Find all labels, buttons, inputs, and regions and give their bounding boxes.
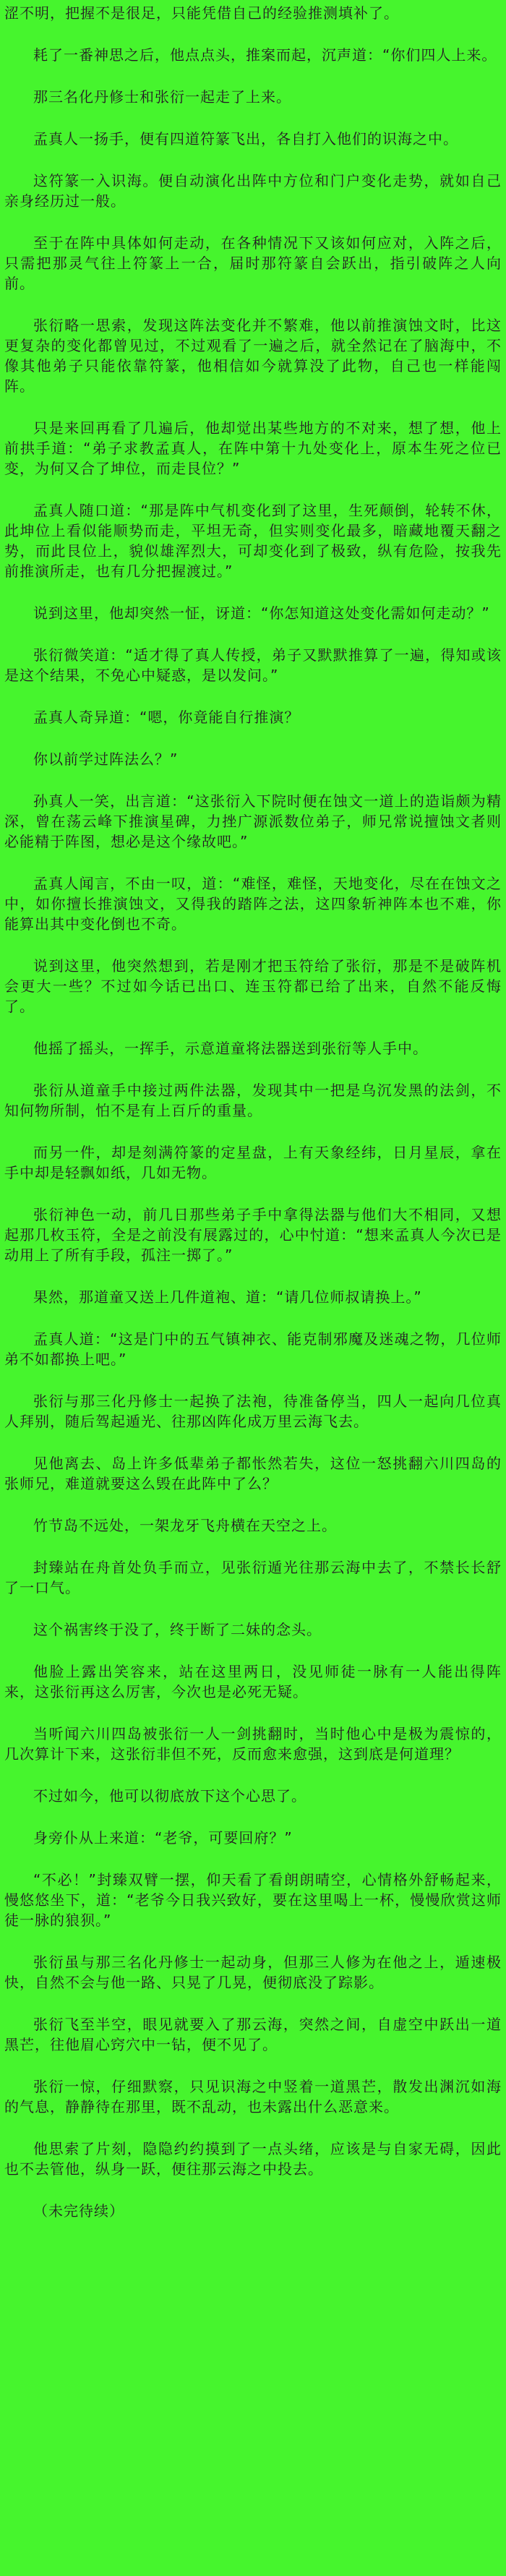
paragraph: 孟真人道：“这是门中的五气镇神衣、能克制邪魔及迷魂之物，几位师弟不如都换上吧。”	[4, 1330, 502, 1368]
paragraph: 竹节岛不远处，一架龙牙飞舟横在天空之上。	[33, 1517, 337, 1534]
paragraph: 只是来回再看了几遍后，他却觉出某些地方的不对来，想了想，他上前拱手道：“弟子求教孟真人，在阵中第十九处变化上，原本生死之位已变，为何又合了坤位，而走艮位？”	[4, 419, 502, 477]
paragraph: 说到这里，他突然想到，若是刚才把玉符给了张衍，那是不是破阵机会更大一些？不过如今话已出口、连玉符都已给了出来，自然不能反悔了。	[4, 957, 502, 1015]
paragraph: 张衍略一思索，发现这阵法变化并不繁难，他以前推演蚀文时，比这更复杂的变化都曾见过，不过观看了一遍之后，就全然记在了脑海中，不像其他弟子只能依靠符篆，他相信如今就算没了此物，自己也一样能闯阵。	[4, 317, 502, 395]
paragraph: 张衍虽与那三名化丹修士一起动身，但那三人修为在他之上，遁速极快，自然不会与他一路、只晃了几晃，便彻底没了踪影。	[4, 1954, 502, 1991]
paragraph: 孟真人奇异道：“嗯，你竟能自行推演？	[33, 709, 300, 726]
paragraph: 身旁仆从上来道：“老爷，可要回府？”	[33, 1829, 293, 1847]
paragraph: 而另一件，却是刻满符篆的定星盘，上有天象经纬，日月星辰，拿在手中却是轻飘如纸，几如无物。	[4, 1144, 502, 1181]
paragraph: 孟真人一扬手，便有四道符篆飞出，各自打入他们的识海之中。	[33, 130, 458, 147]
paragraph: “不必！”封臻双臂一摆，仰天看了看朗朗晴空，心情格外舒畅起来，慢悠悠坐下，道：“老爷今日我兴致好，要在这里喝上一杯，慢慢欣赏这师徒一脉的狼狈。”	[4, 1871, 502, 1929]
to-be-continued-note: （未完待续）	[33, 2202, 124, 2220]
paragraph: 耗了一番神思之后，他点点头，推案而起，沉声道：“你们四人上来。	[33, 46, 497, 64]
paragraph: 孙真人一笑，出言道：“这张衍入下院时便在蚀文一道上的造诣颇为精深，曾在荡云峰下推演星碑，力挫广源派数位弟子，师兄常说擅蚀文者则必能精于阵图，想必是这个缘故吧。”	[4, 792, 502, 850]
paragraph: 说到这里，他却突然一怔，讶道：“你怎知道这处变化需如何走动？”	[33, 604, 490, 622]
paragraph: 至于在阵中具体如何走动，在各种情况下又该如何应对，入阵之后，只需把那灵气往上符篆上一合，届时那符篆自会跃出，指引破阵之人向前。	[4, 234, 502, 292]
paragraph: 张衍飞至半空，眼见就要入了那云海，突然之间，自虚空中跃出一道黑芒，往他眉心窍穴中一钻，便不见了。	[4, 2016, 502, 2053]
paragraph: 涩不明，把握不是很足，只能凭借自己的经验推测填补了。	[4, 4, 399, 22]
paragraph: 孟真人闻言，不由一叹，道：“难怪，难怪，天地变化，尽在在蚀文之中，如你擅长推演蚀文，又得我的踏阵之法，这四象斩神阵本也不难，你能算出其中变化倒也不奇。	[4, 875, 502, 933]
novel-text	[4, 3, 502, 2221]
paragraph: 当听闻六川四岛被张衍一人一剑挑翻时，当时他心中是极为震惊的，几次算计下来，这张衍非但不死，反而愈来愈强，这到底是何道理？	[4, 1725, 502, 1763]
paragraph: 你以前学过阵法么？”	[33, 750, 179, 768]
paragraph: 那三名化丹修士和张衍一起走了上来。	[33, 88, 291, 106]
paragraph: 封臻站在舟首处负手而立，见张衍遁光往那云海中去了，不禁长长舒了一口气。	[4, 1559, 502, 1596]
paragraph: 他脸上露出笑容来，站在这里两日，没见师徒一脉有一人能出得阵来，这张衍再这么厉害，今次也是必死无疑。	[4, 1663, 502, 1700]
paragraph: 张衍从道童手中接过两件法器，发现其中一把是乌沉发黑的法剑，不知何物所制，怕不是有上百斤的重量。	[4, 1082, 502, 1119]
paragraph: 孟真人随口道：“那是阵中气机变化到了这里，生死颠倒，轮转不休，此坤位上看似能顺势而走，平坦无奇，但实则变化最多，暗藏地覆天翻之势，而此艮位上，貌似雄浑烈大，可却变化到了极致，纵有危险，按我先前推演所走，也有几分把握渡过。”	[4, 502, 502, 580]
paragraph: 这个祸害终于没了，终于断了二妹的念头。	[33, 1621, 322, 1638]
paragraph: 这符篆一入识海。便自动演化出阵中方位和门户变化走势，就如自己亲身经历过一般。	[4, 172, 502, 210]
paragraph: 不过如今，他可以彻底放下这个心思了。	[33, 1787, 306, 1805]
paragraph: 张衍微笑道：“适才得了真人传授，弟子又默默推算了一遍，得知或该是这个结果，不免心中疑惑，是以发问。”	[4, 646, 502, 684]
paragraph: 张衍神色一动，前几日那些弟子手中拿得法器与他们大不相同，又想起那几枚玉符，全是之前没有展露过的，心中忖道：“想来孟真人今次已是动用上了所有手段，孤注一掷了。”	[4, 1206, 502, 1264]
paragraph: 张衍一惊，仔细默察，只见识海之中竖着一道黑芒，散发出渊沉如海的气息，静静待在那里，既不乱动，也未露出什么恶意来。	[4, 2078, 502, 2115]
paragraph: 果然，那道童又送上几件道袍、道：“请几位师叔请换上。”	[33, 1288, 422, 1306]
paragraph: 见他离去、岛上许多低辈弟子都怅然若失，这位一怒挑翻六川四岛的张师兄，难道就要这么毁在此阵中了么？	[4, 1455, 502, 1492]
paragraph: 他思索了片刻，隐隐约约摸到了一点头绪，应该是与自家无碍，因此也不去管他，纵身一跃，便往那云海之中投去。	[4, 2140, 502, 2178]
paragraph: 张衍与那三化丹修士一起换了法袍，待准备停当，四人一起向几位真人拜别，随后驾起遁光、往那凶阵化成万里云海飞去。	[4, 1392, 502, 1430]
paragraph: 他摇了摇头，一挥手，示意道童将法器送到张衍等人手中。	[33, 1040, 428, 1057]
